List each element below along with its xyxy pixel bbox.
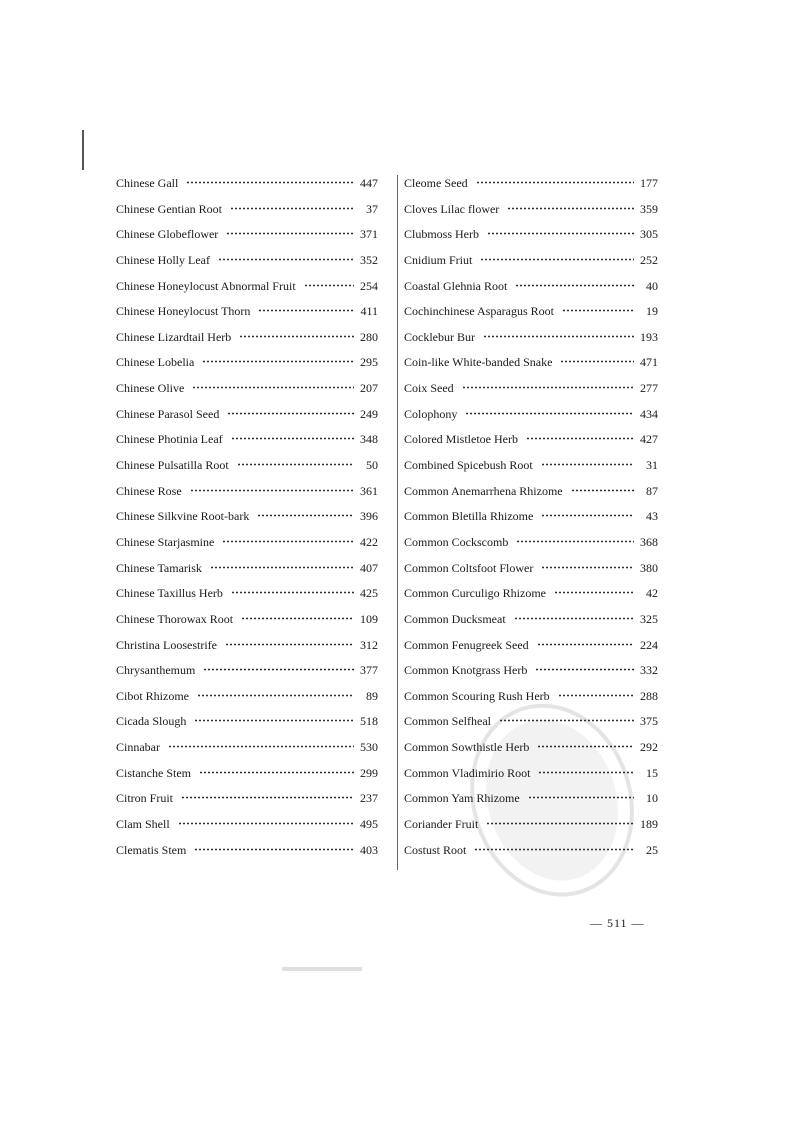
index-page-number: 375 [640,714,658,729]
dot-leader [487,225,634,235]
dot-leader [186,174,354,184]
index-entry [116,251,378,277]
index-term: Chinese Lobelia [116,355,195,370]
index-page-number: 348 [360,432,378,447]
index-page-number: 42 [646,586,658,601]
index-page-number: 471 [640,355,658,370]
index-page-number: 237 [360,791,378,806]
dot-leader [168,738,354,748]
dot-leader [516,533,634,543]
index-page-number: 50 [366,458,378,473]
dot-leader [192,379,354,389]
index-page-number: 380 [640,560,658,575]
index-entry [116,841,378,867]
index-entry [404,815,658,841]
index-term: Coix Seed [404,381,454,396]
index-term: Christina Loosestrife [116,637,217,652]
index-entry [404,353,658,379]
dot-leader [541,507,634,517]
index-term: Clam Shell [116,817,170,832]
index-entry [404,533,658,559]
index-entry [116,610,378,636]
index-page-number: 177 [640,176,658,190]
dot-leader [241,610,354,620]
index-page-number: 312 [360,637,378,652]
index-entry [116,302,378,328]
index-term: Chinese Gentian Root [116,201,222,216]
index-page-number: 352 [360,252,378,267]
dot-leader [538,764,634,774]
index-page-number: 427 [640,432,658,447]
dot-leader [541,559,634,569]
index-entry [404,225,658,251]
index-term: Common Sowthistle Herb [404,740,530,755]
index-page-number: 207 [360,381,378,396]
index-page-number: 407 [360,560,378,575]
dot-leader [222,533,354,543]
index-term: Coastal Glehnia Root [404,278,508,293]
dot-leader [486,815,634,825]
index-page-number: 252 [640,252,658,267]
index-term: Coriander Fruit [404,817,479,832]
index-entry [404,507,658,533]
index-page-number: 189 [640,817,658,832]
index-entry [404,430,658,456]
index-term: Cicada Slough [116,714,187,729]
index-term: Colored Mistletoe Herb [404,432,518,447]
index-page-number: 371 [360,227,378,242]
index-page-number: 43 [646,509,658,524]
index-page-number: 40 [646,278,658,293]
index-page-number: 495 [360,817,378,832]
index-term: Chinese Silkvine Root-bark [116,509,250,524]
index-page-number: 422 [360,534,378,549]
index-term: Coin-like White-banded Snake [404,355,553,370]
index-page-number: 224 [640,637,658,652]
dot-leader [541,456,634,466]
dot-leader [535,661,634,671]
index-entry [116,559,378,585]
index-term: Chinese Taxillus Herb [116,586,223,601]
dot-leader [227,405,354,415]
index-entry [116,661,378,687]
index-term: Combined Spicebush Root [404,458,533,473]
dot-leader [231,430,354,440]
index-entry [116,738,378,764]
index-entry [116,225,378,251]
index-page-number: 299 [360,765,378,780]
dot-leader [483,328,634,338]
index-term: Chinese Starjasmine [116,534,215,549]
index-page-number: 37 [366,201,378,216]
index-term: Chinese Thorowax Root [116,611,234,626]
dot-leader [558,687,634,697]
index-page-number: 447 [360,176,378,190]
dot-leader [537,738,634,748]
dot-leader [210,559,354,569]
index-page-number: 325 [640,611,658,626]
index-entry [116,764,378,790]
dot-leader [514,610,634,620]
dot-leader [304,277,354,287]
index-page-number: 288 [640,688,658,703]
dot-leader [528,789,634,799]
index-entry [116,456,378,482]
index-page-number: 403 [360,842,378,857]
index-entry [404,789,658,815]
index-term: Chinese Holly Leaf [116,252,210,267]
dot-leader [465,405,634,415]
index-page-number: 368 [640,534,658,549]
index-term: Chinese Honeylocust Thorn [116,304,251,319]
index-term: Cistanche Stem [116,765,191,780]
dot-leader [237,456,354,466]
index-page-number: 15 [646,765,658,780]
index-term: Chinese Gall [116,176,179,190]
index-page-number: 377 [360,663,378,678]
index-term: Common Knotgrass Herb [404,663,528,678]
index-term: Colophony [404,406,458,421]
dot-leader [476,174,634,184]
index-page-number: 292 [640,740,658,755]
index-term: Common Ducksmeat [404,611,506,626]
index-term: Cnidium Friut [404,252,473,267]
index-entry [404,610,658,636]
index-page-number: 396 [360,509,378,524]
index-entry [116,379,378,405]
index-term: Chinese Parasol Seed [116,406,220,421]
index-entry [404,661,658,687]
index-term: Cloves Lilac flower [404,201,500,216]
index-entry [116,328,378,354]
index-entry [116,815,378,841]
dot-leader [480,251,634,261]
index-page-number: 19 [646,304,658,319]
index-term: Clubmoss Herb [404,227,479,242]
index-entry [404,174,658,200]
index-entry [116,789,378,815]
index-term: Common Cockscomb [404,534,509,549]
index-term: Common Coltsfoot Flower [404,560,534,575]
dot-leader [257,507,354,517]
index-entry [116,353,378,379]
index-entry [404,482,658,508]
dot-leader [190,482,354,492]
index-entry [404,584,658,610]
index-page-number: 280 [360,329,378,344]
dot-leader [258,302,354,312]
index-entry [116,636,378,662]
index-page-number: 332 [640,663,658,678]
index-term: Cleome Seed [404,176,468,190]
index-page-number: 193 [640,329,658,344]
index-term: Costust Root [404,842,467,857]
dot-leader [218,251,354,261]
index-entry [404,738,658,764]
index-column-right [404,174,658,866]
index-page-number: 109 [360,611,378,626]
index-page-number: 434 [640,406,658,421]
index-column-left [116,174,378,866]
index-term: Common Bletilla Rhizome [404,509,534,524]
dot-leader [562,302,634,312]
dot-leader [537,636,634,646]
dot-leader [197,687,354,697]
index-term: Common Curculigo Rhizome [404,586,546,601]
index-entry [404,687,658,713]
dot-leader [571,482,634,492]
index-term: Common Fenugreek Seed [404,637,529,652]
scan-smudge [282,962,362,976]
index-entry [116,200,378,226]
index-term: Chrysanthemum [116,663,196,678]
index-page-number: 10 [646,791,658,806]
index-page-number: 295 [360,355,378,370]
index-entry [116,533,378,559]
dot-leader [194,712,354,722]
index-term: Cocklebur Bur [404,329,475,344]
index-term: Common Yam Rhizome [404,791,520,806]
dot-leader [203,661,354,671]
index-term: Cinnabar [116,740,160,755]
margin-mark [82,130,84,170]
index-entry [116,430,378,456]
index-term: Chinese Globeflower [116,227,219,242]
dot-leader [178,815,354,825]
dot-leader [225,636,354,646]
dot-leader [474,841,634,851]
index-entry [116,507,378,533]
index-term: Common Selfheal [404,714,491,729]
index-entry [404,379,658,405]
index-entry [116,405,378,431]
dot-leader [239,328,354,338]
dot-leader [526,430,634,440]
index-term: Cibot Rhizome [116,688,189,703]
column-divider [397,175,398,870]
page-number: — 511 — [590,916,645,930]
index-term: Common Vladimirio Root [404,765,531,780]
index-page-number: 87 [646,483,658,498]
index-term: Chinese Pulsatilla Root [116,458,229,473]
index-page-number: 530 [360,740,378,755]
index-entry [404,302,658,328]
index-term: Chinese Olive [116,381,185,396]
index-term: Cochinchinese Asparagus Root [404,304,554,319]
index-term: Chinese Photinia Leaf [116,432,223,447]
index-entry [116,687,378,713]
dot-leader [507,200,634,210]
index-entry [404,251,658,277]
dot-leader [199,764,354,774]
index-page-number: 25 [646,842,658,857]
index-term: Chinese Honeylocust Abnormal Fruit [116,278,296,293]
index-term: Clematis Stem [116,842,187,857]
dot-leader [515,277,634,287]
index-entry [116,584,378,610]
index-term: Common Anemarrhena Rhizome [404,483,563,498]
dot-leader [230,200,354,210]
index-entry [404,559,658,585]
dot-leader [499,712,634,722]
index-page-number: 411 [360,304,378,319]
index-page-number: 89 [366,688,378,703]
index-term: Citron Fruit [116,791,174,806]
index-entry [404,277,658,303]
index-page-number: 249 [360,406,378,421]
index-term: Chinese Lizardtail Herb [116,329,232,344]
index-entry [404,712,658,738]
index-entry [404,200,658,226]
dot-leader [462,379,634,389]
dot-leader [181,789,354,799]
dot-leader [554,584,634,594]
index-page-number: 359 [640,201,658,216]
index-entry [404,636,658,662]
index-entry [404,456,658,482]
index-page-number: 518 [360,714,378,729]
index-entry [404,328,658,354]
index-entry [404,841,658,867]
dot-leader [231,584,354,594]
index-page-number: 425 [360,586,378,601]
index-page-number: 361 [360,483,378,498]
index-entry [116,712,378,738]
index-entry [116,174,378,200]
index-page-number: 305 [640,227,658,242]
index-page-number: 31 [646,458,658,473]
dot-leader [560,353,634,363]
dot-leader [226,225,354,235]
index-page-number: 254 [360,278,378,293]
index-entry [404,764,658,790]
index-entry [116,277,378,303]
dot-leader [202,353,354,363]
index-entry [404,405,658,431]
index-page-number: 277 [640,381,658,396]
dot-leader [194,841,354,851]
index-term: Chinese Rose [116,483,182,498]
index-entry [116,482,378,508]
index-term: Common Scouring Rush Herb [404,688,550,703]
index-term: Chinese Tamarisk [116,560,202,575]
